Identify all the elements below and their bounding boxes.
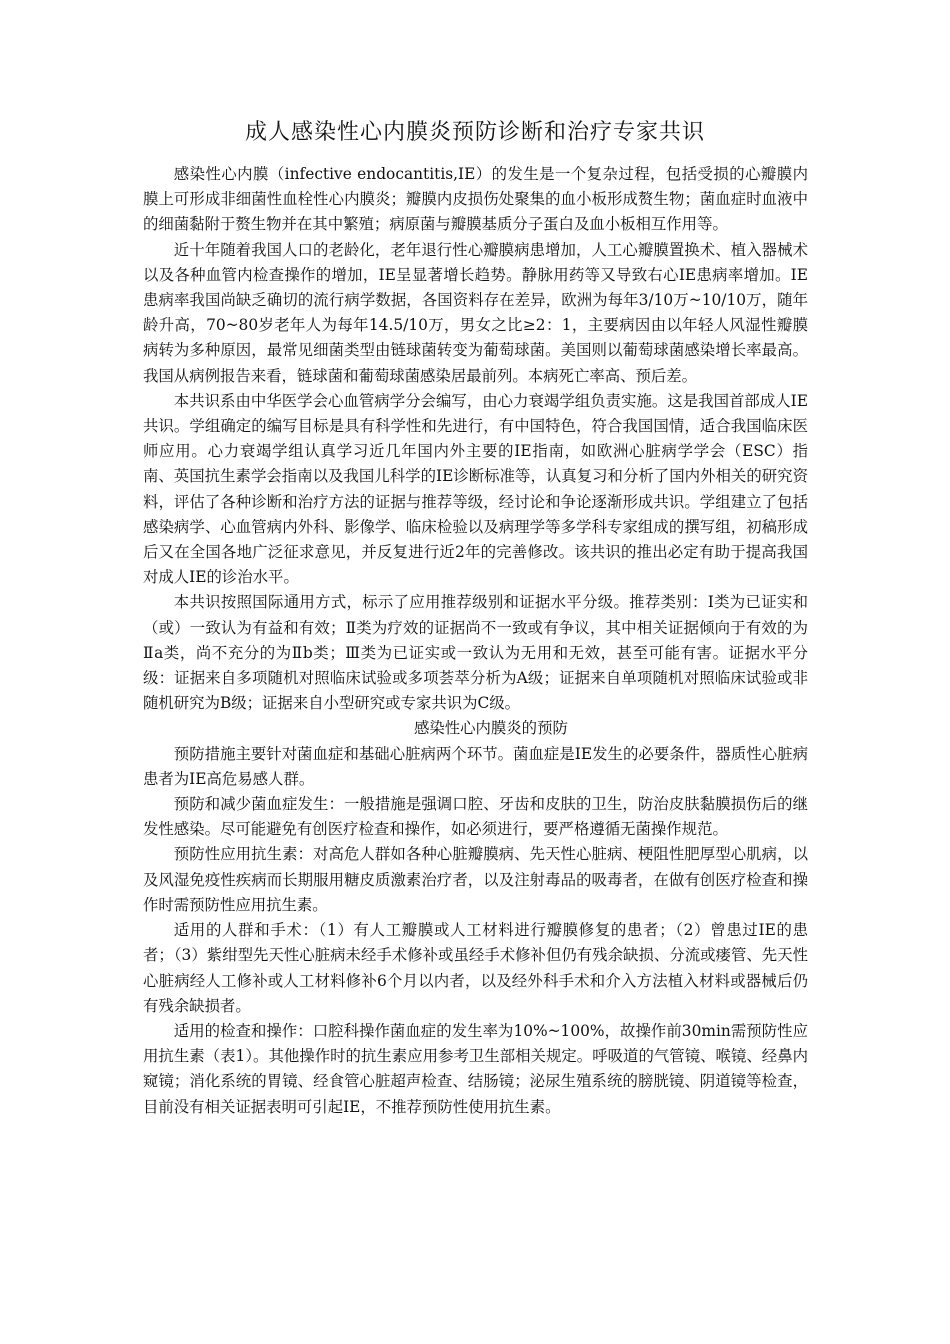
- prevention-paragraph-4: 适用的人群和手术：（1）有人工瓣膜或人工材料进行瓣膜修复的患者；（2）曾患过IE的患者；（3）紫绀型先天性心脏病未经手术修补或虽经手术修补但仍有残余缺损、分流或瘘管、先天性心脏病经人工修补或人工材料修补6个月以内者，以及经外科手术和介入方法植入材料或器械后仍有残余缺损者。: [143, 921, 808, 1015]
- intro-paragraph-4: 本共识按照国际通用方式，标示了应用推荐级别和证据水平分级。推荐类别：Ⅰ类为已证实和（或）一致认为有益和有效；Ⅱ类为疗效的证据尚不一致或有争议，其中相关证据倾向于有效的为Ⅱa类，尚不充分的为Ⅱb类；Ⅲ类为已证实或一致认为无用和无效，甚至可能有害。证据水平分级：证据来自多项随机对照临床试验或多项荟萃分析为A级；证据来自单项随机对照临床试验或非随机研究为B级；证据来自小型研究或专家共识为C级。: [143, 593, 808, 713]
- intro-paragraph-1: 感染性心内膜（infective endocantitis,IE）的发生是一个复杂过程，包括受损的心瓣膜内膜上可形成非细菌性血栓性心内膜炎；瓣膜内皮损伤处聚集的血小板形成赘生物；菌血症时血液中的细菌黏附于赘生物并在其中繁殖；病原菌与瓣膜基质分子蛋白及血小板相互作用等。: [143, 165, 808, 234]
- prevention-paragraph-2: 预防和减少菌血症发生：一般措施是强调口腔、牙齿和皮肤的卫生，防治皮肤黏膜损伤后的继发性感染。尽可能避免有创医疗检查和操作，如必须进行，要严格遵循无菌操作规范。: [143, 795, 808, 839]
- intro-paragraph-2: 近十年随着我国人口的老龄化，老年退行性心瓣膜病患增加，人工心瓣膜置换术、植入器械术以及各种血管内检查操作的增加，IE呈显著增长趋势。静脉用药等又导致右心IE患病率增加。IE患病率我国尚缺乏确切的流行病学数据，各国资料存在差异，欧洲为每年3/10万~10/10万，随年龄升高，70~80岁老年人为每年14.5/10万，男女之比≥2：1，主要病因由以年轻人风湿性瓣膜病转为多种原因，最常见细菌类型由链球菌转变为葡萄球菌。美国则以葡萄球菌感染增长率最高。我国从病例报告来看，链球菌和葡萄球菌感染居最前列。本病死亡率高、预后差。: [143, 240, 808, 385]
- section-heading-prevention: 感染性心内膜炎的预防: [413, 719, 568, 738]
- document-title: 成人感染性心内膜炎预防诊断和治疗专家共识: [244, 120, 705, 145]
- document-body: [143, 162, 808, 1120]
- prevention-paragraph-3: 预防性应用抗生素：对高危人群如各种心脏瓣膜病、先天性心脏病、梗阻性肥厚型心肌病，以及风湿免疫性疾病而长期服用糖皮质激素治疗者，以及注射毒品的吸毒者，在做有创医疗检查和操作时需预防性应用抗生素。: [143, 845, 808, 914]
- intro-paragraph-3: 本共识系由中华医学会心血管病学分会编写，由心力衰竭学组负责实施。这是我国首部成人IE共识。学组确定的编写目标是具有科学性和先进行，有中国特色，符合我国国情，适合我国临床医师应用。心力衰竭学组认真学习近几年国内外主要的IE指南，如欧洲心脏病学学会（ESC）指南、英国抗生素学会指南以及我国儿科学的IE诊断标准等，认真复习和分析了国内外相关的研究资料，评估了各种诊断和治疗方法的证据与推荐等级，经讨论和争论逐渐形成共识。学组建立了包括感染病学、心血管病内外科、影像学、临床检验以及病理学等多学科专家组成的撰写组，初稿形成后又在全国各地广泛征求意见，并反复进行近2年的完善修改。该共识的推出必定有助于提高我国对成人IE的诊治水平。: [143, 391, 808, 587]
- prevention-paragraph-1: 预防措施主要针对菌血症和基础心脏病两个环节。菌血症是IE发生的必要条件，器质性心脏病患者为IE高危易感人群。: [143, 744, 808, 788]
- prevention-paragraph-5: 适用的检查和操作：口腔科操作菌血症的发生率为10%~100%，故操作前30min需预防性应用抗生素（表1）。其他操作时的抗生素应用参考卫生部相关规定。呼吸道的气管镜、喉镜、经鼻内窥镜；消化系统的胃镜、经食管心脏超声检查、结肠镜；泌尿生殖系统的膀胱镜、阴道镜等检查，目前没有相关证据表明可引起IE，不推荐预防性使用抗生素。: [143, 1021, 808, 1116]
